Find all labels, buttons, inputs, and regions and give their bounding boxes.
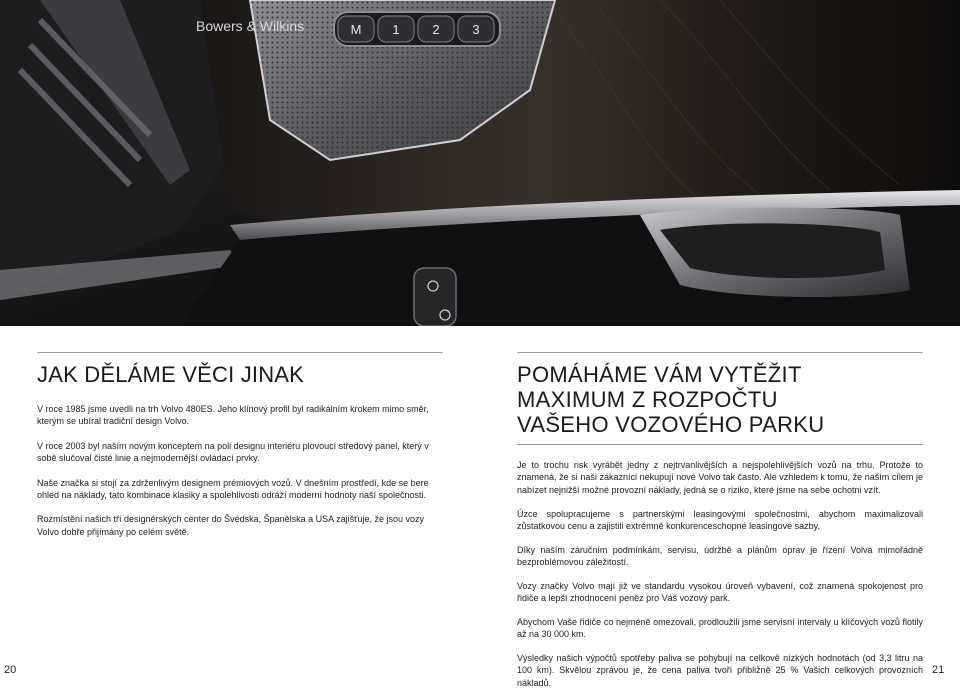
right-column	[517, 352, 923, 700]
right-paragraph: Abychom Vaše řidiče co nejméně omezovali, prodloužili jsme servisní intervaly u klíčových vozů flotily až na 30 000 km.	[517, 616, 923, 640]
left-paragraph: V roce 2003 byl naším novým konceptem na poli designu interiéru plovoucí středový panel, který v sobě slučoval čisté linie a nejmodernější ovládací prvky.	[37, 440, 429, 464]
right-paragraph: Úzce spolupracujeme s partnerskými leasingovými společnostmi, abychom maximalizovali zůstatkovou cenu a zajistili extrémně konkurenceschopné leasingové sazby.	[517, 508, 923, 531]
right-paragraph: Je to trochu risk vyrábět jedny z nejtrvanlivějších a nejspolehlivějších vozů na trhu. Protože to znamená, že si naši zákazníci nekupují nové Volvo tak často. Ale vzhledem k tomu, že naším cílem je nabízet nejnižší možné provozní náklady, jedná se o riziko, které jsme na sebe ochotni vzít.	[517, 460, 923, 495]
right-heading-line: VAŠEHO VOZOVÉHO PARKU	[517, 412, 825, 437]
brand-logo-text: Bowers & Wilkins	[196, 18, 305, 34]
left-column	[37, 352, 443, 550]
seat-memory-buttons	[334, 12, 500, 46]
right-paragraph: Vozy značky Volvo mají již ve standardu vysokou úroveň vybavení, což znamená spokojenost pro řidiče a lepší zhodnocení peněz pro Váš vozový park.	[517, 580, 923, 604]
page-number-left: 20	[4, 664, 17, 676]
right-paragraph: Díky naším záručním podmínkám, servisu, údržbě a plánům oprav je řízení Volva mimořádně bezproblémovou záležitostí.	[517, 544, 923, 568]
right-paragraph: Výsledky našich výpočtů spotřeby paliva se pohybují na celkově nízkých hodnotách (od 3,3 litru na 100 km). Skvělou zprávou je, že cena paliva tvoří přibližně 25 % Vašich celkových provozních nákladů.	[517, 652, 923, 688]
right-heading-bottom-rule	[517, 444, 923, 445]
right-heading	[517, 353, 923, 444]
preset-button-label: 2	[432, 22, 440, 37]
hero-photo-car-door-interior	[0, 0, 960, 326]
preset-button-label: 3	[472, 22, 480, 37]
right-heading-line: POMÁHÁME VÁM VYTĚŽIT	[517, 362, 802, 387]
door-interior-illustration	[0, 0, 960, 326]
door-lock-switches	[414, 268, 456, 326]
left-paragraph: Rozmístění našich tří designérských center do Švédska, Španělska a USA zajišťuje, že jsou vozy Volvo dobře přijímány po celém světě.	[37, 514, 425, 537]
right-heading-line: MAXIMUM Z ROZPOČTU	[517, 387, 778, 412]
left-paragraph: V roce 1985 jsme uvedli na trh Volvo 480ES. Jeho klínový profil byl radikálním krokem mimo směr, kterým se ubíral tradiční design Volvo.	[37, 404, 429, 427]
preset-button-label: M	[350, 22, 362, 37]
preset-button-label: 1	[392, 22, 400, 37]
left-heading: JAK DĚLÁME VĚCI JINAK	[37, 362, 305, 387]
right-paragraphs	[517, 459, 923, 689]
left-paragraph: Naše značka si stojí za zdrženlivým designem prémiových vozů. V dnešním prostředí, kde se bere ohled na náklady, tato kombinace klasiky a spolehlivosti odráží moderní hodnoty naší společnosti.	[37, 477, 429, 501]
left-paragraphs	[37, 403, 443, 538]
page-number-right: 21	[932, 664, 945, 676]
